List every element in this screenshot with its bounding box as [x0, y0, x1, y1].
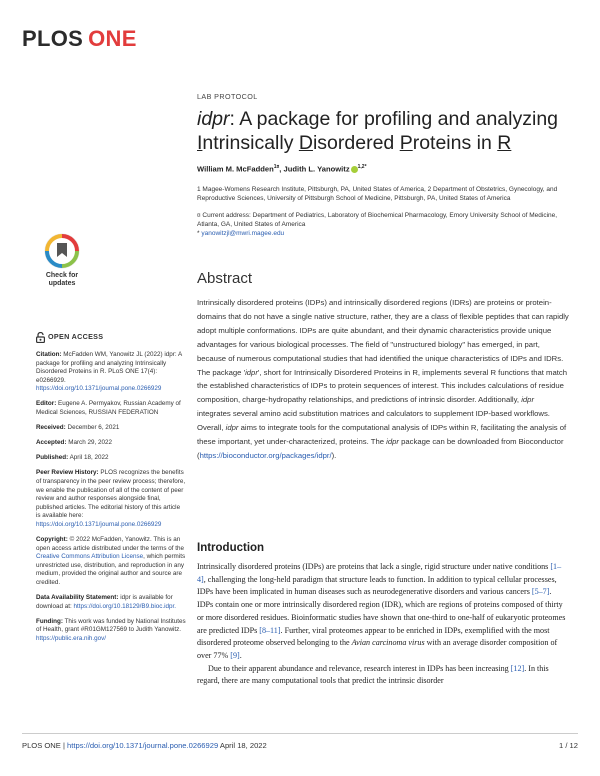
- article-header: [197, 92, 569, 238]
- footer-date: April 18, 2022: [219, 741, 267, 750]
- title-isordered: isordered: [312, 132, 400, 154]
- intro-paragraph-1: [197, 561, 569, 663]
- funding-text: This work was funded by National Institutes of Health, grant #R01GM127569 to Judith Yanowitz.: [36, 617, 186, 634]
- data-availability-text: idpr is available for download at:: [36, 594, 173, 610]
- bioconductor-link[interactable]: https://bioconductor.org/packages/idpr/: [199, 450, 332, 460]
- footer-sep: |: [60, 741, 68, 750]
- author-mcfadden[interactable]: William M. McFadden: [197, 164, 274, 174]
- data-availability-link[interactable]: https://doi.org/10.18129/B9.bioc.idpr.: [73, 602, 177, 610]
- citation-text: McFadden WM, Yanowitz JL (2022) idpr: A package for profiling and analyzing Intrinsically Disordered Proteins in R. PLoS ONE 17(4): e0266929.: [36, 351, 182, 384]
- title-part1: : A package for profiling and analyzing: [229, 108, 559, 130]
- intro-p1b: , challenging the long-held paradigm that structure leads to function. In addition to typical cellular processes, IDPs have been implicated in human diseases such as neurodegenerative disorders and various cancers: [197, 574, 557, 597]
- page-number: 1 / 12: [559, 741, 578, 750]
- abstract-p2: ', short for Intrinsically Disordered Proteins in R, implements several R functions that match the established characteristics of IDPs to protein sequences of interest. This includes calculations of residue composition, charge-hydropathy relationships, and predictions of intrinsic disorder. Additionally,: [197, 367, 567, 405]
- intro-p1f: .: [239, 650, 242, 660]
- editor-label: Editor:: [36, 400, 57, 408]
- intro-p1e: with an average disorder composition of over 77%: [197, 638, 558, 660]
- footer-divider: [22, 733, 578, 734]
- received-label: Received:: [36, 424, 66, 432]
- footer-journal: PLOS ONE: [22, 741, 61, 750]
- peer-review-label: Peer Review History:: [36, 469, 99, 477]
- intro-paragraph-2: [197, 663, 569, 688]
- open-lock-icon: [36, 332, 45, 343]
- intro-p2b: . In this regard, there are many computational tools that predict the intrinsic disorder: [197, 663, 549, 686]
- footer-doi-link[interactable]: https://doi.org/10.1371/journal.pone.0266929: [67, 741, 219, 750]
- check-updates-icon: [44, 233, 80, 269]
- logo-one: ONE: [88, 26, 137, 51]
- editor-text: Eugene A. Permyakov, Russian Academy of Medical Sciences, RUSSIAN FEDERATION: [36, 400, 181, 417]
- copyright-block: [36, 536, 186, 588]
- abstract-p5: package can be downloaded from Bioconductor (: [197, 437, 564, 460]
- email-star: *: [197, 229, 200, 237]
- intro-avian-virus: Avian carcinoma virus: [351, 638, 425, 648]
- badge-line2: updates: [48, 280, 76, 287]
- author-yanowitz[interactable]: , Judith L. Yanowitz: [279, 164, 350, 174]
- introduction-heading: Introduction: [197, 542, 265, 554]
- copyright-text-2: , which permits unrestricted use, distribution, and reproduction in any medium, provided the original author and source are credited.: [36, 553, 186, 587]
- footer-citation: [22, 741, 267, 750]
- affiliations: 1 Magee-Womens Research Institute, Pittsburgh, PA, United States of America, 2 Department of Obstetrics, Gynecology, and Reproductive Sciences, University of Pittsburgh School of Medicine, Pittsburgh, PA, United States of America: [197, 185, 558, 202]
- abstract-p4: aims to integrate tools for the computational analysis of IDPs within R, facilitating the analysis of these important, yet under-characterized, proteins. The: [197, 423, 567, 447]
- citation-block: [36, 351, 186, 394]
- title-D: D: [298, 132, 313, 154]
- corresponding-email: [197, 229, 569, 238]
- ref-8-11[interactable]: [8–11]: [259, 625, 281, 635]
- title-idpr: idpr: [197, 108, 230, 130]
- published-block: [36, 454, 186, 463]
- check-for-updates-badge[interactable]: [38, 233, 86, 295]
- article-info-sidebar: [36, 332, 186, 650]
- article-title: [197, 107, 569, 155]
- intro-p1c: . IDPs contain one or more intrinsically disordered region (IDR), which are regions of proteins composed of thirty or more disordered residues. Bioinformatic studies have shown that one-third to one-half of eukaryotic proteomes are predicted IDPs: [197, 587, 566, 635]
- abstract-p6: ).: [331, 450, 337, 460]
- peer-review-text: PLOS recognizes the benefits of transparency in the peer review process; therefore, we enable the publication of all of the content of peer review and author responses alongside final, published articles. The editorial history of this article is available here:: [36, 469, 186, 520]
- ref-5-7[interactable]: [5–7]: [531, 587, 550, 597]
- badge-line1: Check for: [45, 272, 79, 279]
- data-availability-block: [36, 594, 186, 611]
- peer-review-link[interactable]: https://doi.org/10.1371/journal.pone.0266929: [36, 521, 162, 528]
- open-access-row: [36, 332, 186, 343]
- author1-sup: 1¤: [273, 164, 280, 170]
- plos-one-logo[interactable]: [22, 26, 137, 52]
- received-date: December 6, 2021: [67, 424, 120, 432]
- authors-line: [197, 164, 569, 174]
- citation-label: Citation:: [36, 351, 62, 358]
- accepted-label: Accepted:: [36, 439, 67, 447]
- orcid-icon[interactable]: [351, 166, 358, 173]
- current-address: ¤ Current address: Department of Pediatrics, Laboratory of Biochemical Pharmacology, Emory University School of Medicine, Atlanta, GA, United States of America: [197, 211, 558, 228]
- published-date: April 18, 2022: [69, 454, 109, 462]
- accepted-block: [36, 439, 186, 448]
- abstract-idpr-1: idpr: [245, 367, 258, 377]
- logo-plos: PLOS: [22, 26, 84, 51]
- intro-p2a: Due to their apparent abundance and relevance, research interest in IDPs has been increasing: [208, 663, 511, 673]
- peer-review-block: [36, 469, 186, 529]
- editor-block: [36, 400, 186, 417]
- email-link[interactable]: yanowitzjl@mwri.magee.edu: [201, 229, 285, 237]
- title-I: I: [197, 132, 203, 154]
- accepted-date: March 29, 2022: [68, 439, 112, 447]
- abstract-p3: integrates several amino acid substitution matrices and calculators to supplement IDP-based workflows. Overall,: [197, 409, 550, 433]
- citation-doi-link[interactable]: https://doi.org/10.1371/journal.pone.0266929: [36, 385, 162, 393]
- title-ntrinsically: ntrinsically: [202, 132, 299, 154]
- copyright-text: © 2022 McFadden, Yanowitz. This is an open access article distributed under the terms of the: [36, 536, 185, 552]
- abstract-idpr-3: idpr: [225, 423, 239, 433]
- article-type-label: LAB PROTOCOL: [197, 92, 258, 101]
- ref-9[interactable]: [9]: [230, 650, 240, 660]
- abstract-idpr-4: idpr: [386, 437, 399, 447]
- intro-p1a: Intrinsically disordered proteins (IDPs) are proteins that lack a single, rigid structure under native conditions: [197, 562, 551, 571]
- ref-1-4[interactable]: [1–4]: [197, 562, 562, 584]
- cc-license-link[interactable]: Creative Commons Attribution License: [36, 553, 144, 561]
- data-availability-label: Data Availability Statement:: [36, 594, 119, 602]
- title-P: P: [399, 132, 413, 154]
- author2-sup: 1,2: [357, 164, 365, 170]
- abstract-idpr-2: idpr: [521, 395, 535, 405]
- title-R: R: [497, 132, 512, 154]
- received-block: [36, 424, 186, 433]
- title-roteins: roteins in: [412, 132, 498, 154]
- ref-12[interactable]: [12]: [510, 663, 525, 673]
- copyright-label: Copyright:: [36, 536, 68, 544]
- introduction-body: [197, 561, 569, 688]
- author2-star: *: [364, 164, 367, 170]
- abstract-p1: Intrinsically disordered proteins (IDPs) and intrinsically disordered regions (IDRs) are proteins or protein-domains that do not have a single native structure, rather, they are a class of flexible peptides that can rapidly adopt multiple conformations. IDPs are quite abundant, and their dynamic characteristics provide unique advantages for various biological processes. The field of "unstructured biology" has emerged, in part, because of numerous computational studies that had identified the unique characteristics of IDPs and IDRs. The package ': [197, 298, 569, 377]
- open-access-label: OPEN ACCESS: [48, 332, 104, 342]
- intro-p1d: . Further, viral proteomes appear to be enriched in IDPs, exemplified with the most disordered proteome observed belonging to the: [197, 625, 550, 648]
- page-footer: [22, 741, 578, 750]
- abstract-text: [197, 296, 569, 463]
- abstract-heading: Abstract: [197, 270, 253, 287]
- funding-block: [36, 618, 186, 644]
- funding-label: Funding:: [36, 617, 63, 625]
- published-label: Published:: [36, 454, 69, 462]
- funding-link[interactable]: https://public.era.nih.gov/: [36, 635, 107, 643]
